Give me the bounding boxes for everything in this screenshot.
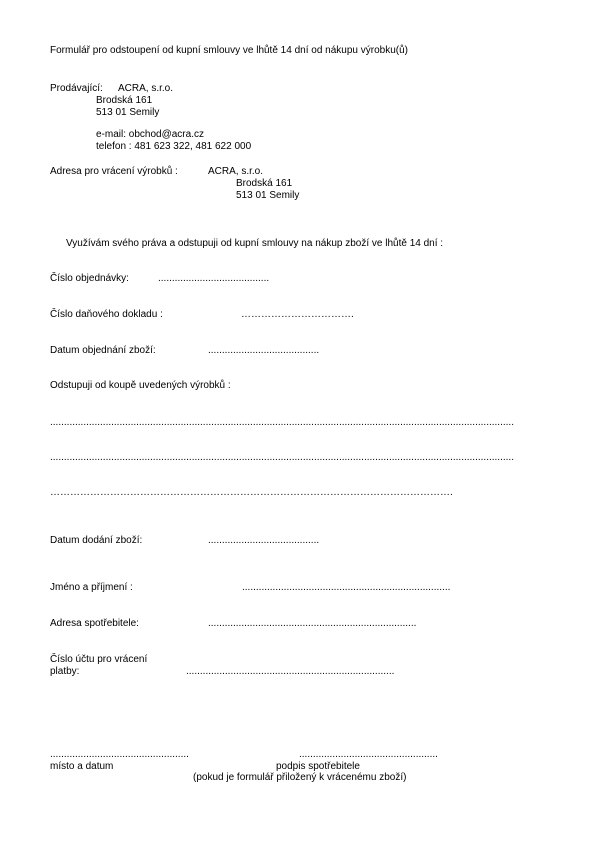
seller-city: 513 01 Semily <box>96 107 160 118</box>
return-address-name: ACRA, s.r.o. <box>208 166 264 177</box>
place-date-label: místo a datum <box>50 761 114 772</box>
delivery-date-label: Datum dodání zboží: <box>50 535 143 546</box>
signature-note: (pokud je formulář přiložený k vrácenému zboží) <box>193 772 407 783</box>
seller-name: ACRA, s.r.o. <box>118 83 174 94</box>
signature-line[interactable]: .................................................. <box>299 749 438 760</box>
refund-account-field[interactable]: ........................................................................... <box>186 666 395 677</box>
seller-label: Prodávající: <box>50 83 103 94</box>
withdraw-products-label: Odstupuji od koupě uvedených výrobků : <box>50 380 231 391</box>
seller-email: e-mail: obchod@acra.cz <box>96 129 204 140</box>
full-name-field[interactable]: ........................................................................... <box>242 582 451 593</box>
tax-document-label: Číslo daňového dokladu : <box>50 309 163 320</box>
product-line-3[interactable]: …………………………………………………………………………………………………………. <box>50 487 453 498</box>
full-name-label: Jméno a příjmení : <box>50 582 133 593</box>
delivery-date-field[interactable]: ........................................ <box>208 535 320 546</box>
place-date-line[interactable]: .................................................. <box>50 749 189 760</box>
return-address-label: Adresa pro vrácení výrobků : <box>50 166 178 177</box>
consumer-address-label: Adresa spotřebitele: <box>50 618 139 629</box>
product-line-1[interactable]: ....................................................................................................................................................................... <box>50 417 514 428</box>
seller-phone: telefon : 481 623 322, 481 622 000 <box>96 141 252 152</box>
refund-account-label-line2: platby: <box>50 666 80 677</box>
return-address-city: 513 01 Semily <box>236 190 300 201</box>
withdrawal-statement: Využívám svého práva a odstupuji od kupní smlouvy na nákup zboží ve lhůtě 14 dní : <box>66 238 444 249</box>
refund-account-label-line1: Číslo účtu pro vrácení <box>50 654 148 665</box>
seller-street: Brodská 161 <box>96 95 153 106</box>
signature-label: podpis spotřebitele <box>276 761 360 772</box>
order-number-field[interactable]: ........................................ <box>158 273 270 284</box>
return-address-street: Brodská 161 <box>236 178 293 189</box>
tax-document-field[interactable]: ……………………………. <box>241 309 354 320</box>
consumer-address-field[interactable]: ........................................................................... <box>208 618 417 629</box>
form-title: Formulář pro odstoupení od kupní smlouvy ve lhůtě 14 dní od nákupu výrobku(ů) <box>50 45 408 56</box>
order-date-field[interactable]: ........................................ <box>208 345 320 356</box>
order-number-label: Číslo objednávky: <box>50 273 129 284</box>
product-line-2[interactable]: ....................................................................................................................................................................... <box>50 452 514 463</box>
order-date-label: Datum objednání zboží: <box>50 345 156 356</box>
